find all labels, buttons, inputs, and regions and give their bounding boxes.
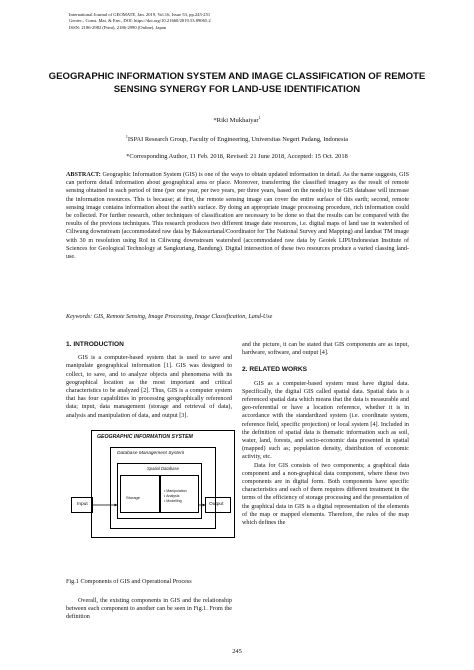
figure-manip-item: • Manipulation bbox=[164, 489, 187, 493]
figure-output-label: Output bbox=[209, 502, 224, 507]
journal-header-line: ISSN: 2186-2982 (Print), 2186-2990 (Online), Japan bbox=[69, 24, 167, 30]
figure-dbms-label: Database Management System bbox=[117, 451, 185, 456]
section-heading: 1. INTRODUCTION bbox=[66, 341, 124, 348]
section-heading: 2. RELATED WORKS bbox=[242, 366, 308, 374]
paragraph: Overall, the existing components in GIS and the relationship between each component to another can be seen in Fig.1. From the definition bbox=[66, 598, 232, 621]
left-column-continued bbox=[66, 597, 232, 622]
paragraph: GIS as a computer-based system must have digital data. Specifically, the digital GIS called spatial data. Spatial data is a referenced spatial data which means that the data is measurable and geo-referential or have a location reference, whether it is in accordance with the standardized system (i.e. coordinate system, reference field, specific projection) or local system [4]. Included in the definition of spatial data is thematic information such as soil, water, land, forests, and socio-economic data presented in spatial (mapped) such as; population density, distribution of economic activity, etc. bbox=[242, 380, 409, 461]
corresponding-info: *Corresponding Author, 11 Feb. 2018, Revised: 21 June 2018, Accepted: 15 Oct. 2018 bbox=[126, 153, 348, 160]
paragraph: GIS is a computer-based system that is used to save and manipulate geographical information [1]. GIS was designed to collect, to save, and to analyze objects and phenomena with its geographical location as the most important and critical characteristics to be analyzed [2]. Thus, GIS is a computer system that has four capabilities in processing geographically referenced data; input, data management (storage and retrieval of data), analysis and manipulation of data, and output [3]. bbox=[66, 355, 232, 419]
affiliation: $^1$ISPAI Research Group, Faculty of Engineering, Universitas Negeri Padang, Indonesia bbox=[125, 134, 349, 144]
figure-gis-label: GEOGRAPHIC INFORMATION SYSTEM bbox=[97, 434, 193, 440]
abstract-label: ABSTRACT: bbox=[66, 172, 101, 178]
paragraph: and the picture, it can be stated that GIS components are as input, hardware, software, and output [4]. bbox=[242, 342, 409, 357]
journal-header-line: International Journal of GEOMATE, Jan. 2019, Vol.16, Issue 53, pp.245-251 bbox=[69, 12, 211, 17]
journal-header-line: Geotec., Const. Mat. & Env., DOI: https://doi.org/10.21660/2019.53.89065.2 bbox=[69, 18, 211, 24]
right-column bbox=[242, 341, 409, 527]
author-name: *Riki Mukhaiyar$^1$ bbox=[213, 115, 261, 125]
page-number: 245 bbox=[232, 648, 242, 655]
paper-title: GEOGRAPHIC INFORMATION SYSTEM AND IMAGE CLASSIFICATION OF REMOTE SENSING SYNERGY FOR LAND-USE IDENTIFICATION bbox=[48, 71, 426, 95]
figure-storage-label: Storage bbox=[126, 495, 141, 500]
figure-manip-item: • Analysis bbox=[164, 493, 180, 498]
figure-caption: Fig.1 Components of GIS and Operational Process bbox=[66, 578, 192, 585]
figure-input-label: Input bbox=[77, 502, 88, 507]
paragraph: Data for GIS consists of two components; a graphical data component and a non-graphical data component, where these two components are in digital form. Both components have specific characteristics and each of them requires different treatment in the terms of the efficiency of storage processing and the presentation of the graphical data in GIS is a digital representation of the elements of the map or mapped elements. Therefore, the rules of the map which defines the bbox=[242, 462, 409, 527]
keywords: Keywords: GIS, Remote Sensing, Image Processing, Image Classification, Land-Use bbox=[66, 314, 273, 320]
figure-spatial-label: Spatial Database bbox=[147, 466, 179, 471]
abstract-text: Geographic Information System (GIS) is one of the ways to obtain updated information in detail. As the name suggests, GIS can perform detail information about geographical area or place. Moreover, transferring the classified imagery as the result of remote sensing obtained in each period of time (per one year, per two years, per three years, based on the needs) to the GIS database will increase the information resources. This is because; at first, the remote sensing image can cover the entire surface of this earth; second, remote sensing image contains information about the earth's surface. By doing an appropriate image processing procedure, rich information could be collected. For further research, other techniques of classification are necessary to be done so that the results can be compared with the results of the previous techniques. This research produces two different image date resources, i.e. digital maps of land use in watershed of Ciliwung downstream (accommodated raw data by Bakosurtanal/Coordinator for The National Survey and Mapping) and landsat TM image with 30 m resolution using RoI in Ciliwung downstream watershed (accommodated raw data by Geotek LIPI/Indonesian Institute of Sciences for Geological Technology at Sangkuriang, Bandung). Digital intersection of these two resources produce a varied classing land-use. bbox=[66, 172, 409, 261]
figure-manip-item: • Modelling bbox=[164, 498, 182, 503]
